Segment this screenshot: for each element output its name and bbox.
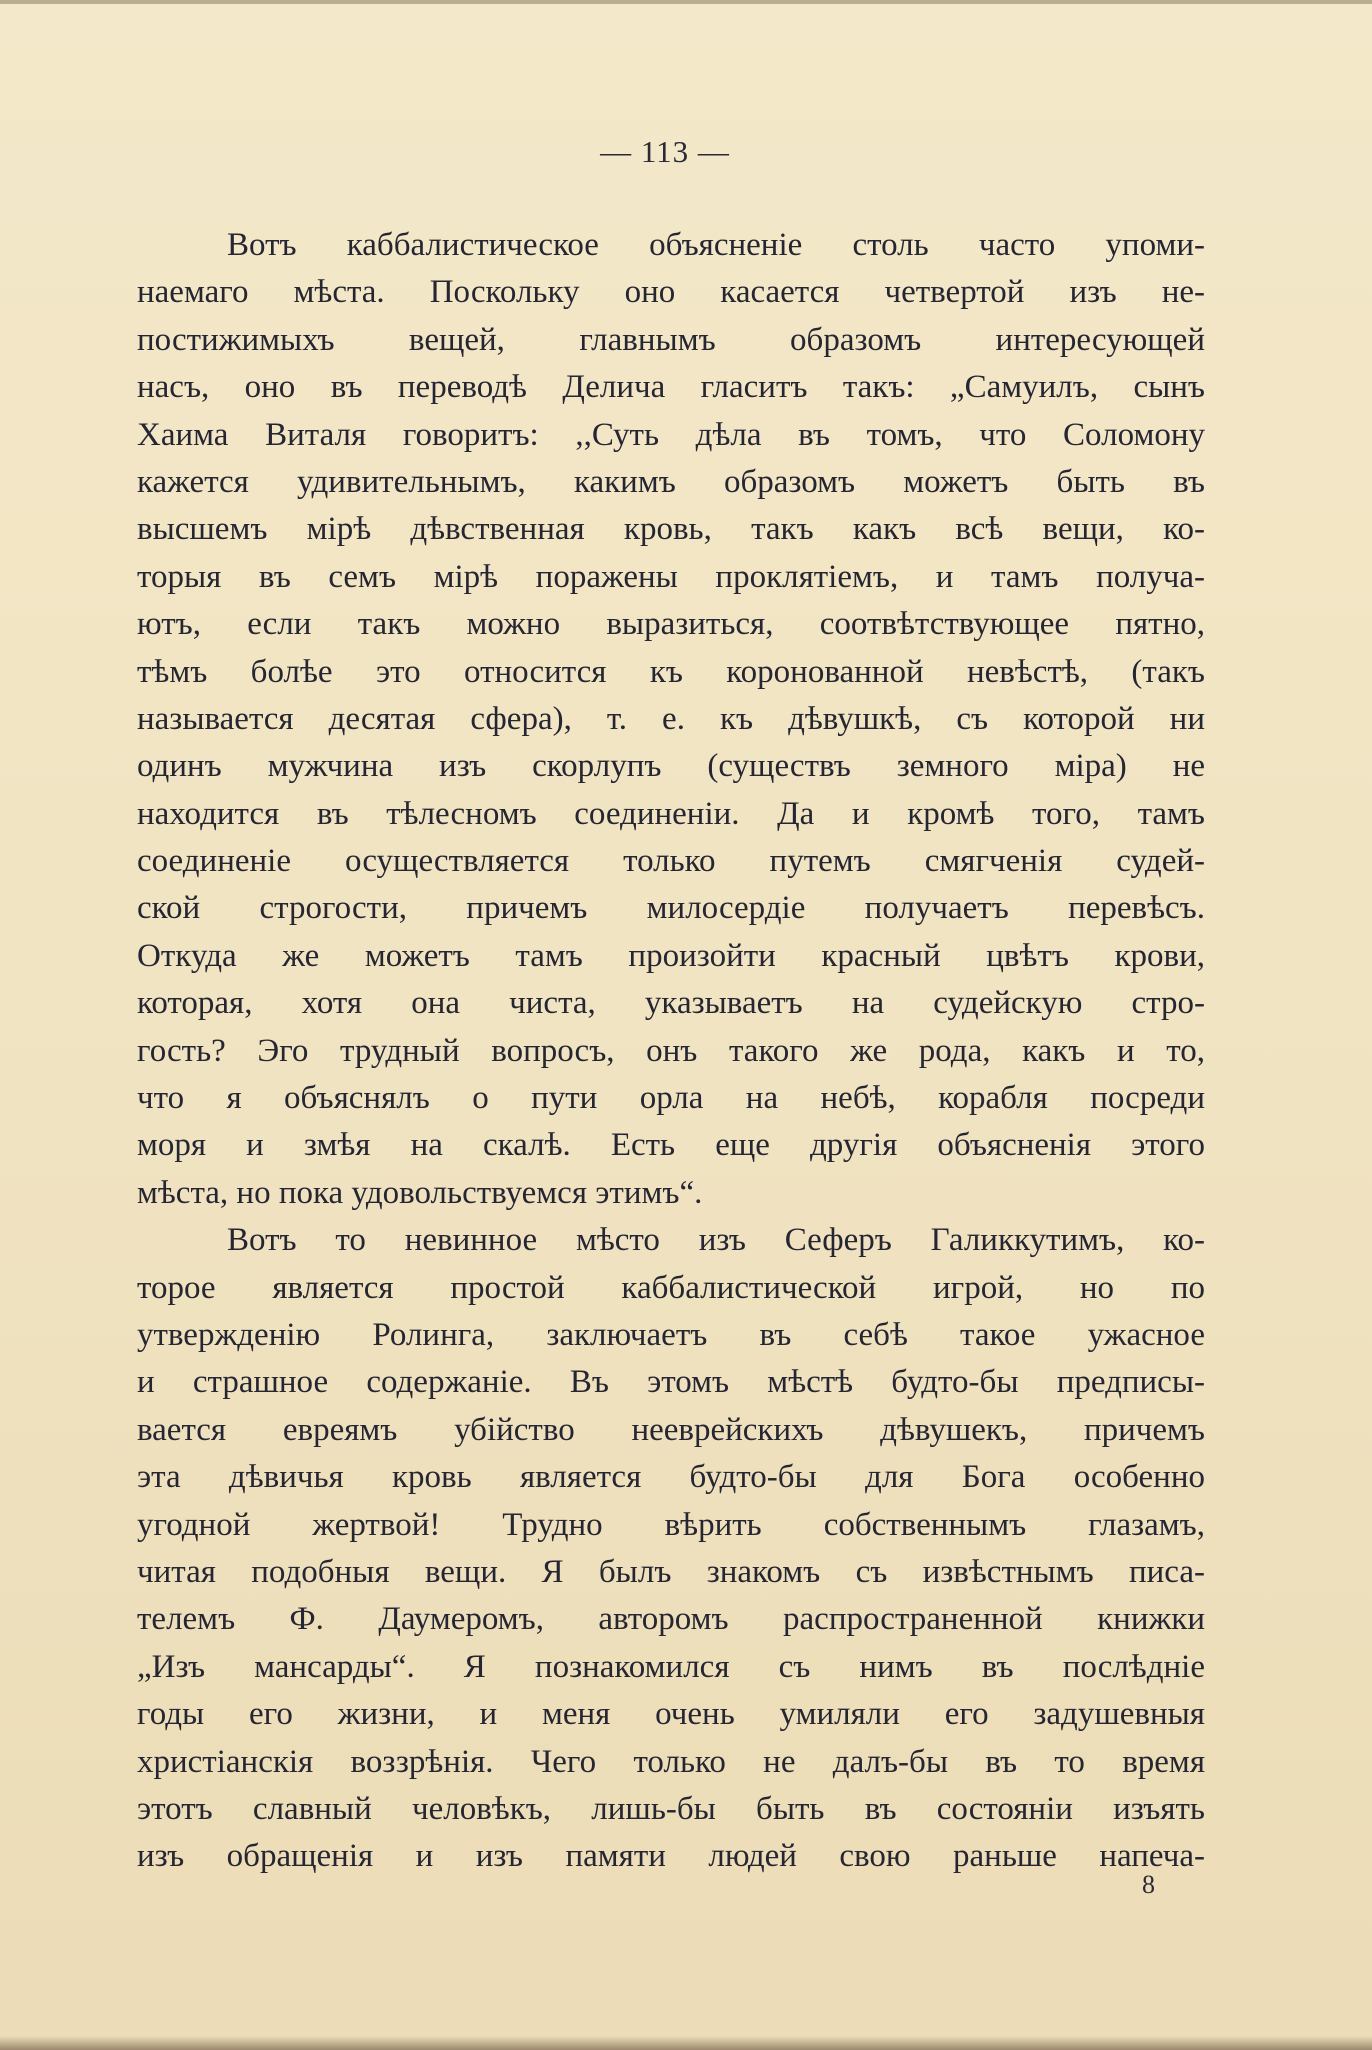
text-line: читая подобныя вещи. Я былъ знакомъ съ извѣстнымъ писа- — [137, 1553, 1205, 1590]
text-line: кажется удивительнымъ, какимъ образомъ можетъ быть въ — [137, 463, 1205, 500]
text-line: Откуда же можетъ тамъ произойти красный цвѣтъ крови, — [137, 937, 1205, 974]
text-line: что я объяснялъ о пути орла на небѣ, корабля посреди — [137, 1080, 1205, 1117]
text-line: тѣмъ болѣе это относится къ коронованной невѣстѣ, (такъ — [137, 653, 1205, 690]
text-line: постижимыхъ вещей, главнымъ образомъ интересующей — [137, 321, 1205, 358]
text-line: этотъ славный человѣкъ, лишь-бы быть въ состояніи изъять — [137, 1790, 1205, 1827]
text-line: и страшное содержаніе. Въ этомъ мѣстѣ будто-бы предписы- — [137, 1364, 1205, 1401]
text-line: утвержденію Ролинга, заключаетъ въ себѣ такое ужасное — [137, 1316, 1205, 1353]
text-line: называется десятая сфера), т. е. къ дѣвушкѣ, съ которой ни — [137, 700, 1205, 737]
text-line: ской строгости, причемъ милосердіе получаетъ перевѣсъ. — [137, 890, 1205, 927]
text-line: вается евреямъ убійство нееврейскихъ дѣвушекъ, причемъ — [137, 1411, 1205, 1448]
body-text — [137, 222, 1205, 1881]
text-line: телемъ Ф. Даумеромъ, авторомъ распространенной книжки — [137, 1601, 1205, 1638]
text-line: Хаима Виталя говоритъ: ,,Суть дѣла въ томъ, что Соломону — [137, 416, 1205, 453]
page-bottom-edge — [0, 2036, 1372, 2050]
text-line: мѣста, но пока удовольствуемся этимъ“. — [137, 1174, 703, 1211]
text-line: находится въ тѣлесномъ соединеніи. Да и кромѣ того, тамъ — [137, 795, 1205, 832]
text-line: ютъ, если такъ можно выразиться, соотвѣтствующее пятно, — [137, 606, 1205, 643]
text-line: моря и змѣя на скалѣ. Есть еще другія объясненія этого — [137, 1127, 1205, 1164]
text-line: высшемъ мірѣ дѣвственная кровь, такъ какъ всѣ вещи, ко- — [137, 511, 1205, 548]
text-line: Вотъ то невинное мѣсто изъ Сеферъ Галиккутимъ, ко- — [227, 1222, 1205, 1259]
text-line: христіанскія воззрѣнія. Чего только не далъ-бы въ то время — [137, 1743, 1205, 1780]
text-line: соединеніе осуществляется только путемъ смягченія судей- — [137, 843, 1205, 880]
signature-mark: 8 — [1142, 1870, 1155, 1899]
text-line: одинъ мужчина изъ скорлупъ (существъ земного міра) не — [137, 748, 1205, 785]
text-line: торое является простой каббалистической игрой, но по — [137, 1269, 1205, 1306]
text-line: торыя въ семъ мірѣ поражены проклятіемъ, и тамъ получа- — [137, 558, 1205, 595]
text-line: изъ обращенія и изъ памяти людей свою раньше напеча- — [137, 1838, 1205, 1875]
text-line: годы его жизни, и меня очень умиляли его задушевныя — [137, 1696, 1205, 1733]
text-line: „Изъ мансарды“. Я познакомился съ нимъ въ послѣдніе — [137, 1648, 1205, 1685]
page-number: — 113 — — [600, 134, 730, 169]
text-line: угодной жертвой! Трудно вѣрить собственнымъ глазамъ, — [137, 1506, 1205, 1543]
text-line: которая, хотя она чиста, указываетъ на судейскую стро- — [137, 985, 1205, 1022]
text-line: наемаго мѣста. Поскольку оно касается четвертой изъ не- — [137, 274, 1205, 311]
text-line: эта дѣвичья кровь является будто-бы для Бога особенно — [137, 1459, 1205, 1496]
text-line: Вотъ каббалистическое объясненіе столь часто упоми- — [227, 227, 1205, 263]
page-top-edge — [0, 0, 1372, 4]
text-line: насъ, оно въ переводѣ Делича гласитъ такъ: „Самуилъ, сынъ — [137, 369, 1205, 406]
text-line: гость? Эго трудный вопросъ, онъ такого же рода, какъ и то, — [137, 1032, 1205, 1069]
